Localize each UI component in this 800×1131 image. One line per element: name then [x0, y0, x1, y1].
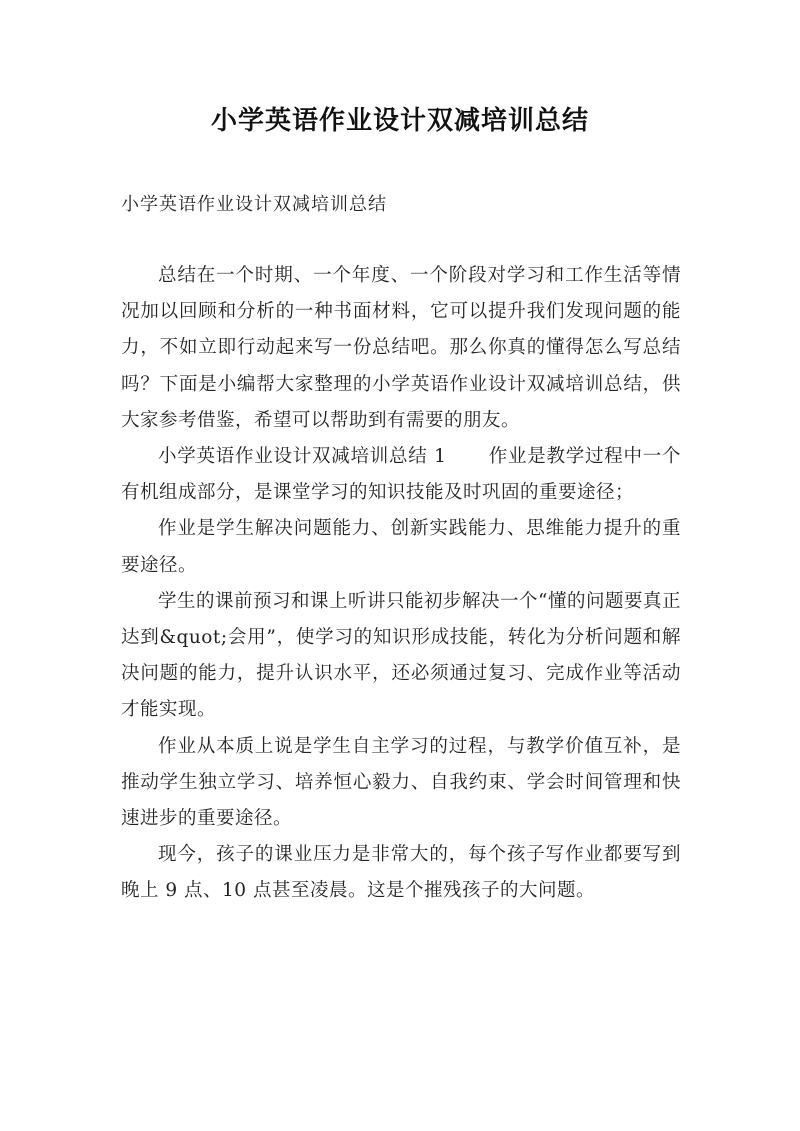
document-body — [121, 258, 681, 910]
paragraph-homework-pressure: 现今，孩子的课业压力是非常大的，每个孩子写作业都要写到晚上 9 点、10 点甚至凌晨。这是个摧残孩子的大问题。 — [121, 844, 681, 902]
paragraph-homework-ability: 作业是学生解决问题能力、创新实践能力、思维能力提升的重要途径。 — [121, 518, 681, 576]
paragraph-homework-nature: 作业从本质上说是学生自主学习的过程，与教学价值互补，是推动学生独立学习、培养恒心毅力、自我约束、学会时间管理和快速进步的重要途径。 — [121, 735, 681, 830]
paragraph-intro: 总结在一个时期、一个年度、一个阶段对学习和工作生活等情况加以回顾和分析的一种书面材料，它可以提升我们发现问题的能力，不如立即行动起来写一份总结吧。那么你真的懂得怎么写总结吗？下面是小编帮大家整理的小学英语作业设计双减培训总结，供大家参考借鉴，希望可以帮助到有需要的朋友。 — [121, 265, 681, 431]
paragraph-preview-review: 学生的课前预习和课上听讲只能初步解决一个“懂的问题要真正达到&quot;会用”，使学习的知识形成技能，转化为分析问题和解决问题的能力，提升认识水平，还必须通过复习、完成作业等活动才能实现。 — [121, 590, 681, 721]
section-1-text: 作业是教学过程中一个有机组成部分，是课堂学习的知识技能及时巩固的重要途径； — [121, 446, 681, 504]
document-subtitle: 小学英语作业设计双减培训总结 — [121, 194, 387, 215]
section-1-heading: 小学英语作业设计双减培训总结 1 — [158, 446, 447, 468]
paragraph-section-1 — [121, 439, 681, 511]
document-title: 小学英语作业设计双减培训总结 — [210, 106, 589, 136]
